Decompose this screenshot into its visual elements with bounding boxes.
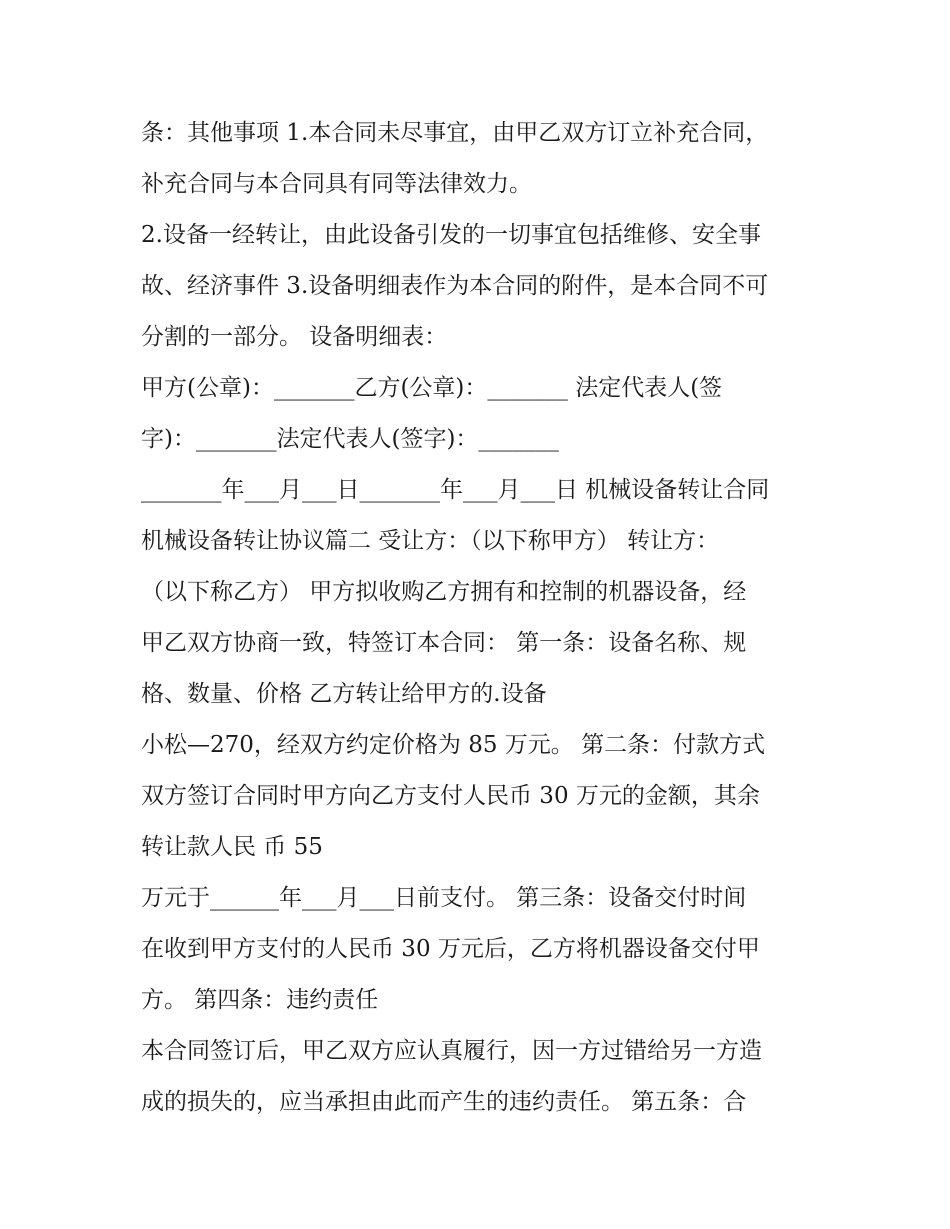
text-line: 双方签订合同时甲方向乙方支付人民币 30 万元的金额，其余 [141, 783, 760, 809]
text-line: 在收到甲方支付的人民币 30 万元后，乙方将机器设备交付甲 [141, 936, 760, 962]
text-line: 2.设备一经转让，由此设备引发的一切事宜包括维修、安全事 [141, 222, 761, 248]
text-line: _______年___月___日_______年___月___日 机械设备转让合同 [141, 477, 770, 503]
text-line: （以下称乙方） 甲方拟收购乙方拥有和控制的机器设备，经 [141, 579, 747, 605]
text-line: 方。 第四条：违约责任 [141, 987, 379, 1013]
text-line: 分割的一部分。 设备明细表： [141, 324, 448, 350]
text-line: 条：其他事项 1.本合同未尽事宜，由甲乙双方订立补充合同， [141, 120, 769, 146]
text-line: 转让款人民 币 55 [141, 834, 323, 860]
document-body [141, 108, 821, 1128]
text-line: 补充合同与本合同具有同等法律效力。 [141, 171, 532, 197]
text-line: 机械设备转让协议篇二 受让方：（以下称甲方） 转让方： [141, 528, 720, 554]
text-line: 小松—270，经双方约定价格为 85 万元。 第二条：付款方式 [141, 732, 766, 758]
text-line: 格、数量、价格 乙方转让给甲方的.设备 [141, 681, 547, 707]
text-line: 字)：_______法定代表人(签字)：_______ [141, 426, 559, 452]
text-line: 故、经济事件 3.设备明细表作为本合同的附件，是本合同不可 [141, 273, 769, 299]
text-line: 成的损失的，应当承担由此而产生的违约责任。 第五条：合 [141, 1089, 747, 1115]
text-line: 本合同签订后，甲乙双方应认真履行，因一方过错给另一方造 [141, 1038, 762, 1064]
text-line: 甲方(公章)：_______乙方(公章)：_______ 法定代表人(签 [141, 375, 723, 401]
text-line: 甲乙双方协商一致，特签订本合同： 第一条：设备名称、规 [141, 630, 747, 656]
text-line: 万元于______年___月___日前支付。 第三条：设备交付时间 [141, 885, 747, 911]
